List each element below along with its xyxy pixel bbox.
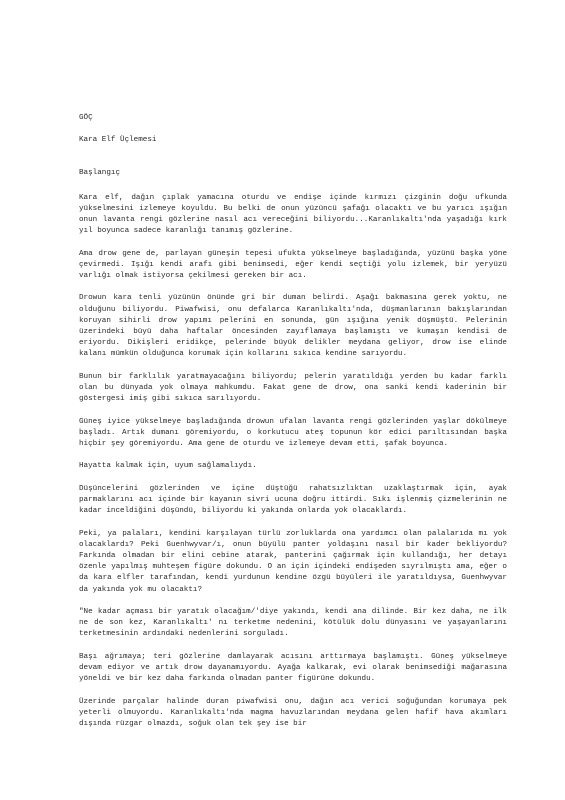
document-subtitle: Kara Elf Üçlemesi [79,136,157,145]
paragraph: Güneş iyice yükselmeye başladığında drowun ufalan lavanta rengi gözlerinden yaşlar dökülmeye başladı. Artık dumanı göremiyordu, o korkutucu ateş topunun kör edici parıltısından başka hiçbir şey göremiyordu. Ama gene de oturdu ve izlemeye devam etti, şafak boyunca. [79,417,507,449]
paragraph: Başı ağrımaya; teri gözlerine damlayarak acısını arttırmaya başlamıştı. Güneş yükselmeye devam ediyor ve artık drow dayanamıyordu. Ayağa kalkarak, evi olarak benimsediği mağarasına yöneldi ve bir kez daha farkında olmadan panter figürüne dokundu. [79,652,507,684]
section-heading: Başlangıç [79,169,121,178]
paragraph: Drowun kara tenli yüzünün önünde gri bir duman belirdi. Aşağı bakmasına gerek yoktu, ne olduğunu biliyordu. Piwafwisi, onu defalarca Karanlıkaltı'nda, düşmanlarının bakışlarından koruyan sihirli drow yapımı pelerini en sonunda, gün ışığına yenik düşmüştü. Pelerinin üzerindeki büyü daha haftalar öncesinden zayıflamaya başlamıştı ve kumaşın kendisi de eriyordu. Dikişleri eridikçe, pelerinde büyük delikler meydana geliyor, drow ise elinde kalanı mümkün olduğunca korumak için kollarını sıkıca kendine sarıyordu. [79,294,507,359]
paragraph: Düşüncelerini gözlerinden ve içine düştüğü rahatsızlıktan uzaklaştırmak için, ayak parmaklarını acı içinde bir kayanın sivri ucuna doğru ittirdi. Sıkı işlenmiş çizmelerinin ne kadar inceldiğini düşündü, biliyordu ki yakında onlarda yok olacaklardı. [79,484,507,516]
paragraph: Hayatta kalmak için, uyum sağlamalıydı. [79,462,257,471]
paragraph: "Ne kadar açması bir yaratık olacağım/'diye yakındı, kendi ana dilinde. Bir kez daha, ne ilk ne de son kez, Karanlıkaltı' nı terketme nedenini, kötülük dolu dünyasını ve yaşayanlarını terketmesinin ardındaki nedenlerini sorguladı. [79,608,507,639]
paragraph: Üzerinde parçalar halinde duran piwafwisi onu, dağın acı verici soğuğundan korumaya pek yeterli olmuyordu. Karanlıkaltı'nda magma havuzlarından meydana gelen hafif hava akımları dışında rüzgar olmazdı, soğuk olan tek şey ise bir [79,697,507,728]
paragraph: Bunun bir farklılık yaratmayacağını biliyordu; pelerin yaratıldığı yerden bu kadar farklı olan bu dünyada yok olmaya mahkumdu. Fakat gene de drow, ona sanki kendi kaderinin bir göstergesi imiş gibi sıkıca sarılıyordu. [79,372,507,404]
document-title: GÖÇ [79,114,93,122]
paragraph: Peki, ya palaları, kendini karşılayan türlü zorluklarda ona yardımcı olan palalarıda mı yok olacaklardı? Peki Guenhwyvar/ı, onun büyülü panter yoldaşını nasıl bir kader bekliyordu? Farkında olmadan bir elini cebine atarak, panterini çağırmak için kullandığı, her detayı özenle yapılmış muhteşem figüre dokundu. O an için içindeki endişeden sıyrılmıştı ama, eğer o da kara elfler tarafından, kendi yurdunun kendine özgü büyüleri ile yaratıldıysa, Guenhwyvar da yakında yok mu olacaktı? [79,529,507,594]
paragraph: Kara elf, dağın çıplak yamacına oturdu ve endişe içinde kırmızı çizginin doğu ufkunda yükselmesini izlemeye koyuldu. Bu belki de onun yüzüncü şafağı olacaktı ve bu yarıcı ışığın onun lavanta rengi gözlerine nasıl acı vereceğini biliyordu...Karanlıkaltı'nda yaşadığı kırk yıl boyunca sadece karanlığı tanımış gözlerine. [79,193,507,236]
paragraph: Ama drow gene de, parlayan güneşin tepesi ufukta yükselmeye başladığında, yüzünü başka yöne çevirmedi. Işığı kendi arafı gibi benimsedi, eğer kendi seçtiği yolu izlemek, bir yeryüzü varlığı olmak istiyorsa çekilmesi gereken bir acı. [79,249,507,281]
